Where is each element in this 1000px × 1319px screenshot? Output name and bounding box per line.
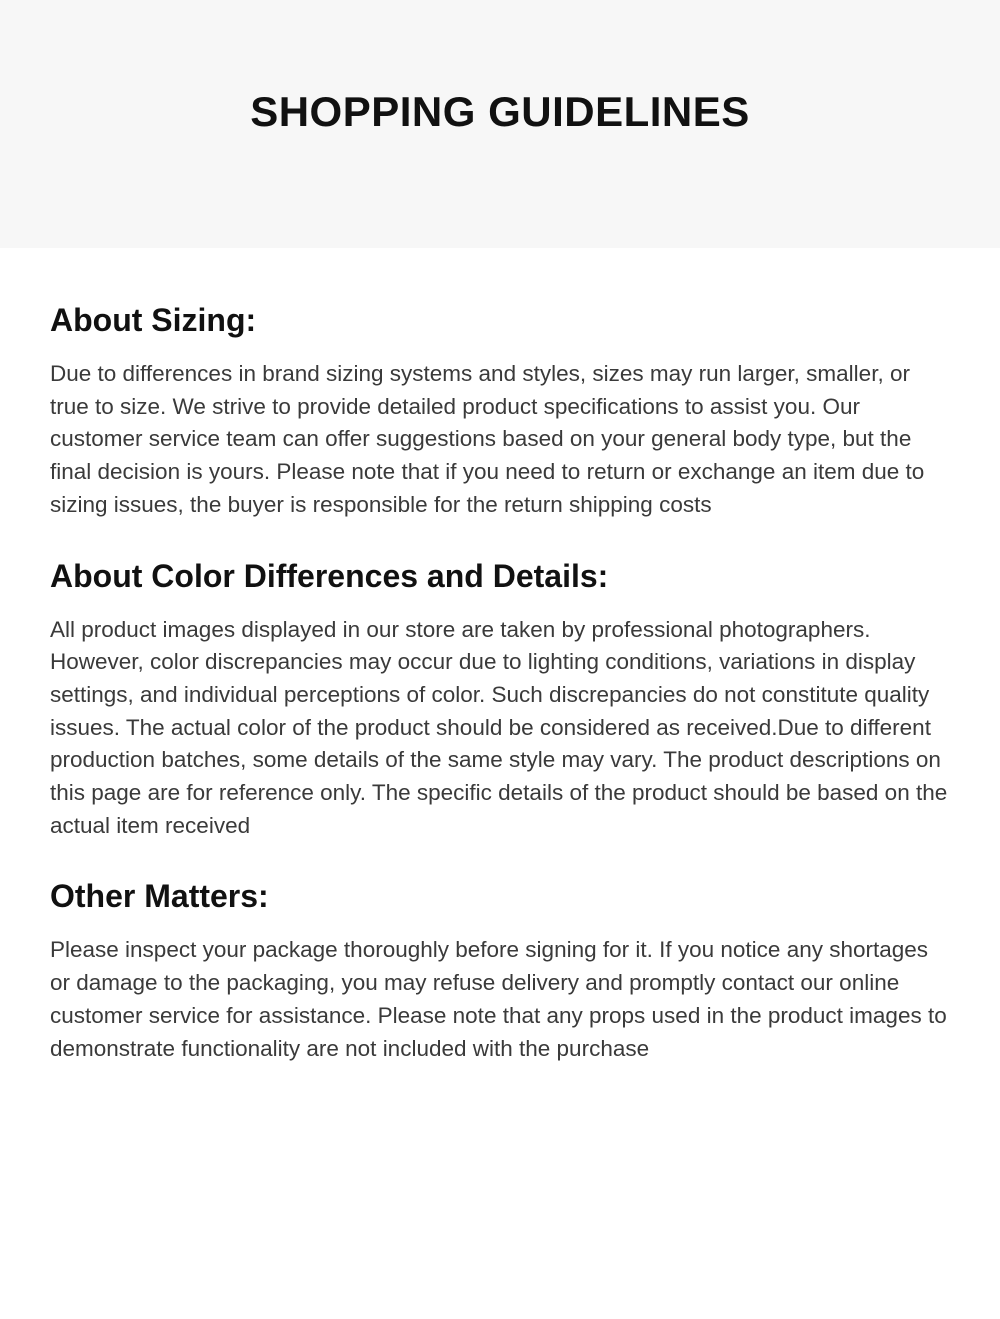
section-body-color-details: All product images displayed in our store are taken by professional photographers. However, color discrepancies may occur due to lighting conditions, variations in display settings, and individual perceptions of color. Such discrepancies do not constitute quality issues. The actual color of the product should be considered as received.Due to different production batches, some details of the same style may vary. The product descriptions on this page are for reference only. The specific details of the product should be based on the actual item received (50, 616, 948, 838)
section-body-other-matters: Please inspect your package thoroughly before signing for it. If you notice any shortages or damage to the packaging, you may refuse delivery and promptly contact our online customer service for assistance. Please note that any props used in the product images to demonstrate functionality are not included with the purchase (50, 937, 947, 1061)
page-title: SHOPPING GUIDELINES (250, 88, 750, 135)
section-heading-color-details: About Color Differences and Details: (50, 557, 609, 594)
section-heading-other-matters: Other Matters: (50, 878, 269, 915)
guidelines-content (0, 248, 1000, 1065)
page-header (0, 0, 1000, 248)
section-body-sizing: Due to differences in brand sizing systems and styles, sizes may run larger, smaller, or true to size. We strive to provide detailed product specifications to assist you. Our customer service team can offer suggestions based on your general body type, but the final decision is yours. Please note that if you need to return or exchange an item due to sizing issues, the buyer is responsible for the return shipping costs (50, 361, 925, 517)
section-color-details (50, 556, 950, 843)
section-other-matters (50, 876, 950, 1065)
section-sizing (50, 300, 950, 522)
section-heading-sizing: About Sizing: (50, 302, 257, 338)
